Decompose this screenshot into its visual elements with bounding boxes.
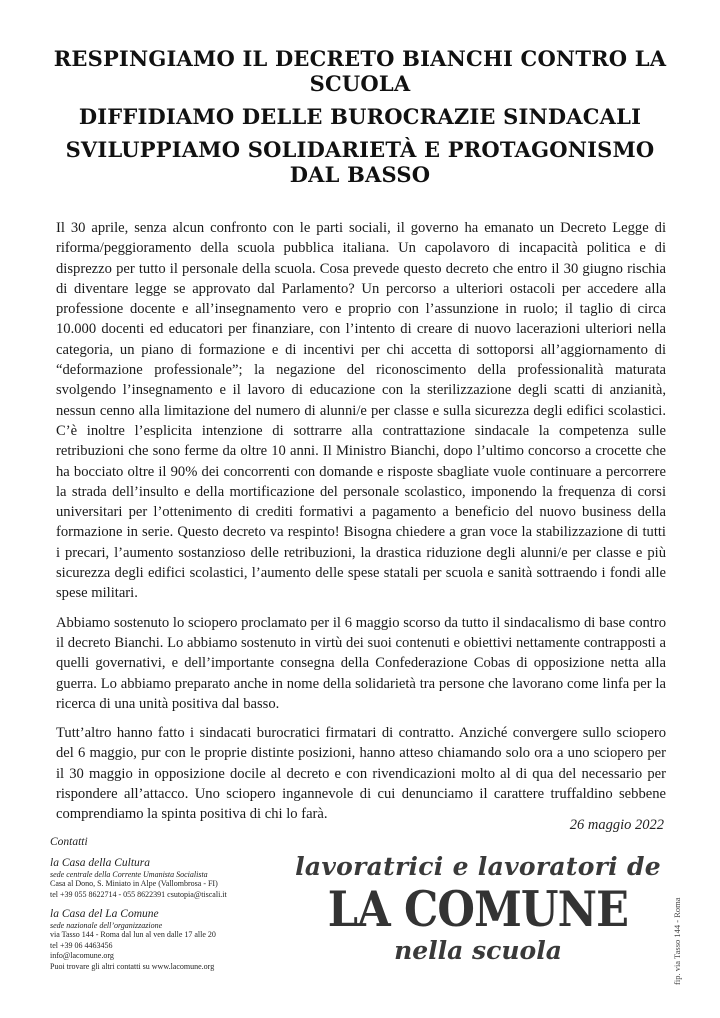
headline-3: SVILUPPIAMO SOLIDARIETÀ E PROTAGONISMO DAL BASSO <box>65 137 655 187</box>
casa-comune-email: info@lacomune.org <box>50 951 114 960</box>
paragraph-3: Tutt’altro hanno fatto i sindacati burocratici firmatari di contratto. Anziché convergere sullo sciopero del 6 maggio, pur con le proprie distinte posizioni, hanno atteso chiamando solo ora a uno sciopero per il 30 maggio in opposizione docile al decreto e con rivendicazioni molto al di qua del necessario per rispondere all’attacco. Uno sciopero ingannevole di cui denunciamo il carattere truffaldino sebbene comprendiamo la spinta positiva di chi lo farà. <box>56 725 666 823</box>
la-comune-logo <box>293 852 663 966</box>
publication-date: 26 maggio 2022 <box>569 817 664 833</box>
logo-top-text: lavoratrici e lavoratori de <box>295 852 661 881</box>
casa-comune-more: Puoi trovare gli altri contatti su www.lacomune.org <box>50 961 215 971</box>
casa-comune-name: la Casa del La Comune <box>50 908 159 920</box>
casa-comune-subtitle: sede nazionale dell’organizzazione <box>50 921 163 930</box>
paragraph-1: Il 30 aprile, senza alcun confronto con le parti sociali, il governo ha emanato un Decreto Legge di riforma/peggioramento della scuola pubblica italiana. Un capolavoro di incapacità politica e di disprezzo per tutto il personale della scuola. Cosa prevede questo decreto che entro il 30 giugno rischia di diventare legge se approvato dal Parlamento? Un percorso a ulteriori ostacoli per accedere alla professione docente e all’insegnamento vero e proprio con l’assunzione in ruolo; il taglio di circa 10.000 docenti ed educatori per finanziare, con l’intento di creare di nuovo lacerazioni ulteriori nella categoria, un piano di formazione e di incentivi per chi accetta di sottoporsi all’aggiornamento di “deformazione professionale”; la negazione del riconoscimento della professionalità maturata svolgendo l’insegnamento e il lavoro di educazione con la sterilizzazione degli scatti di anzianità, nessun cenno alla limitazione del numero di alunni/e per classe e sulla sicurezza degli edifici scolastici. C’è inoltre l’esplicita intenzione di sottrarre alla contrattazione sindacale la competenza sulle retribuzioni che sono ferme da oltre 10 anni. Il Ministro Bianchi, dopo l’ultimo concorso a crocette che ha bocciato oltre il 90% dei concorrenti con domande e risposte sbagliate vuole continuare a percorrere la strada dell’insulto e della mortificazione del personale scolastico, imponendo la frequenza di corsi universitari per l’ottenimento di crediti formativi a pagamento a beneficio del nuovo business della formazione in serie. Questo decreto va respinto! Bisogna chiedere a gran voce la stabilizzazione di tutti i precari, l’aumento sostanzioso delle retribuzioni, la drastica riduzione degli alunni/e per classe e più sicurezza degli edifici scolastici, l’aumento delle spese statali per scuola e sanità sottraendo i fondi alle spese militari. <box>56 220 666 602</box>
print-note: fip. via Tasso 144 - Roma <box>672 897 682 985</box>
casa-cultura-address: Casa al Dono, S. Miniato in Alpe (Vallombrosa - FI) <box>50 879 218 888</box>
casa-cultura-phones: tel +39 055 8622714 - 055 8622391 csutopia@tiscali.it <box>50 889 227 899</box>
headline-block <box>40 46 680 187</box>
contacts-block <box>50 835 290 972</box>
casa-comune-phone: tel +39 06 4463456 <box>50 940 113 950</box>
article-body <box>56 218 666 834</box>
logo-bottom-text: nella scuola <box>394 936 562 965</box>
headline-2: DIFFIDIAMO DELLE BUROCRAZIE SINDACALI <box>78 104 642 129</box>
contacts-header: Contatti <box>50 836 88 848</box>
logo-main-text: LA COMUNE <box>327 880 629 938</box>
casa-comune-address: via Tasso 144 - Roma dal lun al ven dalle 17 alle 20 <box>50 930 216 939</box>
paragraph-2: Abbiamo sostenuto lo sciopero proclamato per il 6 maggio scorso da tutto il sindacalismo di base contro il decreto Bianchi. Lo abbiamo sostenuto in virtù dei suoi contenuti e obiettivi nettamente contrapposti a quelli governativi, e dell’importante consegna della Confederazione Cobas di opposizione netta alla guerra. Lo abbiamo preparato anche in nome della solidarietà tra persone che lavorano come linfa per la ricerca di una unità positiva dal basso. <box>56 614 666 712</box>
casa-cultura-subtitle: sede centrale della Corrente Umanista Socialista <box>50 870 208 879</box>
casa-cultura-name: la Casa della Cultura <box>50 857 150 869</box>
headline-1: RESPINGIAMO IL DECRETO BIANCHI CONTRO LA SCUOLA <box>53 46 667 96</box>
